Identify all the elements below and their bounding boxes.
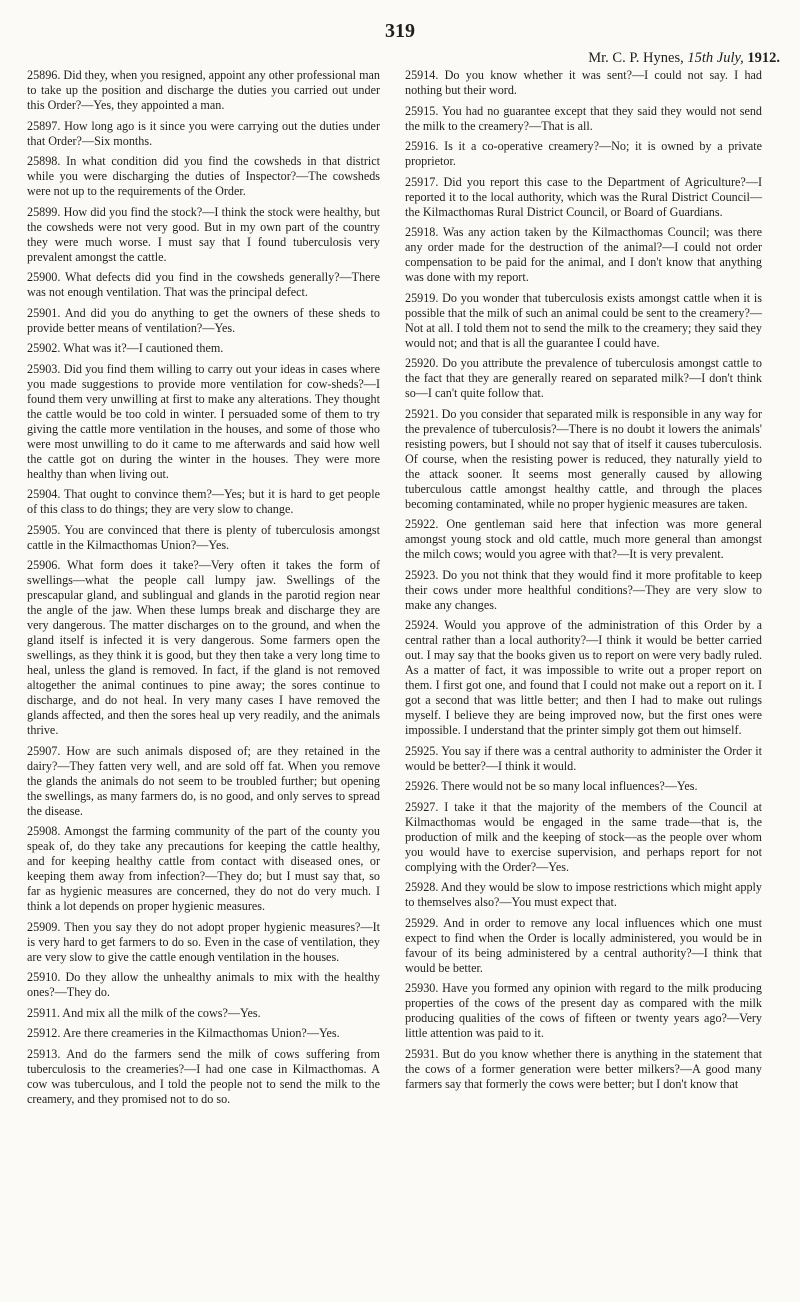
testimony-paragraph: 25899. How did you find the stock?—I think the stock were healthy, but the cowsheds were not very good. But in my own part of the country they were much worse. I must say that I found tuberculosis very prevalent amongst the cattle. <box>27 204 380 264</box>
testimony-paragraph: 25898. In what condition did you find the cowsheds in that district while you were discharging the duties of Inspector?—The cowsheds were not up to the requirements of the Order. <box>27 154 380 198</box>
testimony-paragraph: 25924. Would you approve of the administration of this Order by a central rather than a local authority?—I think it would be better carried out. I may say that the books given us to report on were very badly ruled. As a matter of fact, it was impossible to write out a proper report on them. I first got one, and found that I could not make out a report on it. I got a second that was little better; and then I had to make out rulings myself. I believe they are being improved now, but the first ones were impossible. I understand that the printer simply got them out himself. <box>405 618 762 737</box>
testimony-paragraph: 25902. What was it?—I cautioned them. <box>27 341 224 355</box>
testimony-paragraph: 25903. Did you find them willing to carry out your ideas in cases where you made suggestions to provide more ventilation for cow-sheds?—I found them very unwilling at first to make any alterations. They thought the cattle would be too cold in winter. I persuaded some of them to try giving the cattle more ventilation in the houses, and some of those who were most unwilling to do it came to me afterwards and said how well the cattle got on during the winter in the houses. They were more healthy than when living out. <box>27 361 380 481</box>
witness-name: Mr. C. P. Hynes, <box>588 50 684 66</box>
testimony-paragraph: 25913. And do the farmers send the milk of cows suffering from tuberculosis to the creameries?—I had one case in Kilmacthomas. A cow was tuberculous, and I told the people not to send the milk to the creamery, and they promised not to do so. <box>27 1046 380 1106</box>
testimony-paragraph: 25921. Do you consider that separated milk is responsible in any way for the prevalence of tuberculosis?—There is no doubt it lowers the animals' resisting powers, but I should not say that of itself it causes tuberculosis. Of course, when the resisting power is reduced, they naturally yield to the attack sooner. It seems most generally caused by allowing tuberculous cattle amongst healthy cattle, and through the places becoming contaminated, while no proper hygienic measures are taken. <box>405 406 762 511</box>
testimony-paragraph: 25926. There would not be so many local influences?—Yes. <box>405 779 698 793</box>
testimony-paragraph: 25905. You are convinced that there is plenty of tuberculosis amongst cattle in the Kilmacthomas Union?—Yes. <box>27 522 380 552</box>
testimony-paragraph: 25904. That ought to convince them?—Yes; but it is hard to get people of this class to do things; they are very slow to change. <box>27 487 380 516</box>
hearing-date: 15th July, <box>687 50 744 66</box>
testimony-paragraph: 25922. One gentleman said here that infection was more general amongst young stock and old cattle, much more general than amongst the milch cows; would you agree with that?—It is very prevalent. <box>405 517 762 561</box>
testimony-paragraph: 25914. Do you know whether it was sent?—I could not say. I had nothing but their word. <box>405 68 762 97</box>
testimony-paragraph: 25929. And in order to remove any local influences which one must expect to find when the Order is locally administered, you would be in favour of its being administered by a central authority?—I think that would be better. <box>405 915 762 975</box>
testimony-paragraph: 25915. You had no guarantee except that they said they would not send the milk to the creamery?—That is all. <box>405 103 762 133</box>
testimony-paragraph: 25928. And they would be slow to impose restrictions which might apply to themselves also?—You must expect that. <box>405 880 762 909</box>
page-number: 319 <box>385 20 415 42</box>
testimony-paragraph: 25909. Then you say they do not adopt proper hygienic measures?—It is very hard to get farmers to do so. Even in the case of ventilation, they are very slow to give the cattle enough ventilation in the houses. <box>27 919 380 964</box>
testimony-paragraph: 25906. What form does it take?—Very often it takes the form of swellings—what the people call lumpy jaw. Swellings of the prescapular gland, and sublingual and glands in the parotid region near the angle of the jaw. When these lumps break and discharge they are very dangerous. The matter discharges on to the ground, and when the gland itself is infected it is very dangerous. Some farmers open the swellings, as they think it is good, but they then take a very long time to heal, unless the gland is removed. In fact, if the gland is not removed altogether the animal continues to pine away; the sores continue to discharge, and do not heal. In very many cases I have removed the glands affected, and then the sores heal up very readily, and the animals thrive. <box>27 558 380 737</box>
testimony-paragraph: 25901. And did you do anything to get the owners of these sheds to provide better means of ventilation?—Yes. <box>27 305 380 335</box>
running-head <box>498 50 780 67</box>
testimony-paragraph: 25930. Have you formed any opinion with regard to the milk producing properties of the cows of the present day as compared with the milk producing qualities of the cows of fifteen or twenty years ago?—Very little attention was paid to it. <box>405 981 762 1040</box>
hearing-year: 1912. <box>747 50 780 66</box>
testimony-paragraph: 25917. Did you report this case to the Department of Agriculture?—I reported it to the local authority, which was the Rural District Council—the Kilmacthomas Rural District Council, or Board of Guardians. <box>405 174 762 219</box>
testimony-paragraph: 25911. And mix all the milk of the cows?—Yes. <box>27 1005 261 1020</box>
testimony-paragraph: 25896. Did they, when you resigned, appoint any other professional man to take up the position and discharge the duties you carried out under this Order?—Yes, they appointed a man. <box>27 68 380 112</box>
left-text-column <box>27 68 380 1112</box>
testimony-paragraph: 25925. You say if there was a central authority to administer the Order it would be better?—I think it would. <box>405 743 762 773</box>
testimony-paragraph: 25923. Do you not think that they would find it more profitable to keep their cows under more healthful conditions?—They are very slow to make any changes. <box>405 567 762 612</box>
testimony-paragraph: 25927. I take it that the majority of the members of the Council at Kilmacthomas would be engaged in the same trade—that is, the production of milk and the keeping of stock—as the people over whom you would have to exercise supervision, and perhaps report for not complying with the Order?—Yes. <box>405 799 762 874</box>
testimony-paragraph: 25900. What defects did you find in the cowsheds generally?—There was not enough ventilation. That was the principal defect. <box>27 270 380 299</box>
testimony-paragraph: 25918. Was any action taken by the Kilmacthomas Council; was there any order made for the destruction of the animal?—I could not order compensation to be paid for the animal, and I don't know that anything was done with my report. <box>405 225 762 284</box>
testimony-paragraph: 25908. Amongst the farming community of the part of the county you speak of, do they take any precautions for keeping the cattle healthy, and for keeping healthy cattle from contact with diseased ones, or keeping them away from infection?—They do; but I must say that, so far as hygienic measures are concerned, they do not do very much. I think a lot depends on proper hygienic measures. <box>27 824 380 913</box>
testimony-paragraph: 25907. How are such animals disposed of; are they retained in the dairy?—They fatten very well, and are sold off fat. When you remove the glands the animals do not seem to be troubled further; but opening the swellings, as many farmers do, is no good, and only serves to spread the disease. <box>27 743 380 818</box>
testimony-paragraph: 25912. Are there creameries in the Kilmacthomas Union?—Yes. <box>27 1026 340 1040</box>
testimony-paragraph: 25919. Do you wonder that tuberculosis exists amongst cattle when it is possible that the milk of such an animal could be sent to the creamery?—Not at all. I told them not to send the milk to the creamery; they said they would not; and that is all the guarantee I could have. <box>405 290 762 350</box>
testimony-paragraph: 25910. Do they allow the unhealthy animals to mix with the healthy ones?—They do. <box>27 970 380 999</box>
right-text-column <box>405 68 762 1097</box>
testimony-paragraph: 25920. Do you attribute the prevalence of tuberculosis amongst cattle to the fact that they are generally reared on separated milk?—I don't think so—I can't quite follow that. <box>405 356 762 400</box>
testimony-paragraph: 25916. Is it a co-operative creamery?—No; it is owned by a private proprietor. <box>405 139 762 168</box>
testimony-paragraph: 25897. How long ago is it since you were carrying out the duties under that Order?—Six months. <box>27 118 380 148</box>
testimony-paragraph: 25931. But do you know whether there is anything in the statement that the cows of a former generation were better milkers?—A good many farmers say that formerly the cows were better; but I don't know that <box>405 1046 762 1091</box>
